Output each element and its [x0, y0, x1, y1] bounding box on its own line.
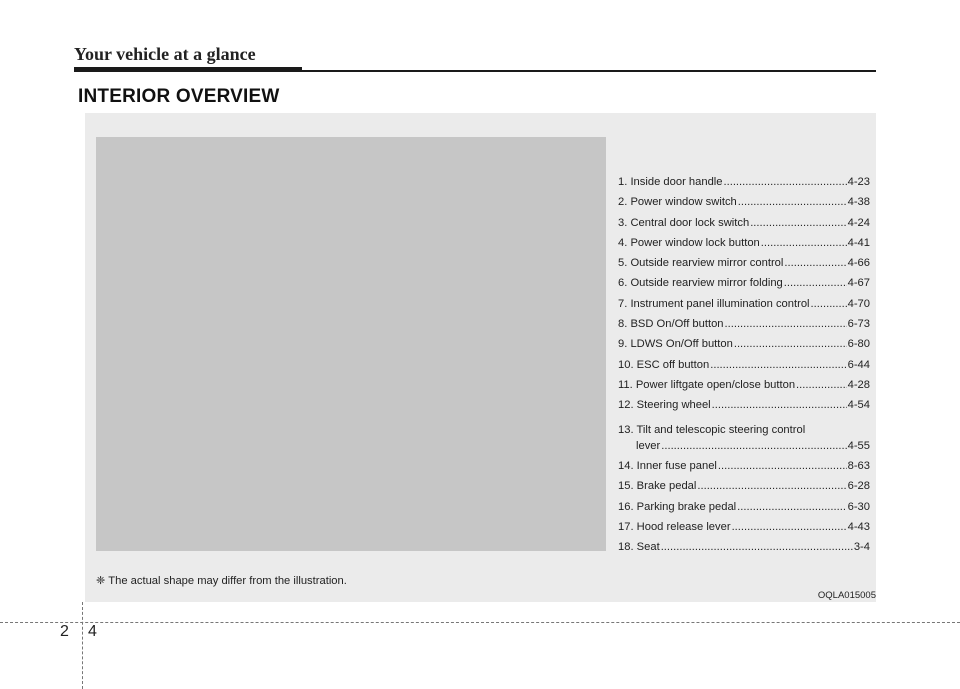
legend-label: 4. Power window lock button	[618, 236, 760, 249]
header-rule-thick	[74, 67, 302, 72]
legend-page-ref: 4-41	[847, 236, 870, 249]
legend-item	[618, 420, 870, 461]
legend-page-ref: 6-30	[847, 500, 870, 513]
leader-dots	[725, 318, 847, 330]
legend-page-ref: 3-4	[853, 541, 870, 554]
leader-dots	[718, 460, 847, 472]
legend-label: 16. Parking brake pedal	[618, 500, 737, 513]
legend-item	[618, 277, 870, 297]
legend-item	[618, 399, 870, 419]
page-chapter-number: 2	[60, 623, 69, 640]
page-number: 4	[88, 623, 97, 640]
leader-dots	[724, 176, 847, 188]
legend-page-ref: 4-23	[847, 176, 870, 188]
legend-label: 5. Outside rearview mirror control	[618, 257, 784, 270]
leader-dots	[712, 399, 847, 411]
legend-page-ref: 4-38	[847, 196, 870, 209]
legend-item	[618, 217, 870, 237]
legend-label: 7. Instrument panel illumination control	[618, 297, 810, 310]
legend-page-ref: 6-44	[847, 358, 870, 371]
legend-item	[618, 521, 870, 541]
legend-label: 15. Brake pedal	[618, 480, 697, 493]
interior-illustration	[96, 137, 606, 551]
leader-dots	[737, 501, 846, 513]
legend-page-ref: 4-66	[847, 257, 870, 270]
legend-label-continued: lever	[636, 439, 661, 452]
legend-label: 3. Central door lock switch	[618, 216, 750, 229]
legend-label: 2. Power window switch	[618, 196, 737, 209]
legend-page-ref: 4-70	[847, 297, 870, 310]
leader-dots	[796, 379, 847, 391]
legend-page-ref: 4-28	[847, 378, 870, 391]
legend-item	[618, 501, 870, 521]
leader-dots	[697, 480, 846, 492]
legend-label: 10. ESC off button	[618, 358, 710, 371]
legend-label-continued-row	[618, 440, 870, 460]
image-code: OQLA015005	[817, 590, 876, 601]
legend-label: 18. Seat	[618, 541, 660, 554]
legend-item	[618, 541, 870, 561]
legend-item	[618, 196, 870, 216]
header-title: Your vehicle at a glance	[74, 44, 256, 64]
illustration-footnote: ❈ The actual shape may differ from the illustration.	[96, 575, 347, 587]
legend-page-ref: 4-55	[847, 439, 870, 452]
legend-page-ref: 4-54	[847, 399, 870, 412]
leader-dots	[761, 237, 847, 249]
leader-dots	[750, 217, 846, 229]
leader-dots	[732, 521, 847, 533]
legend-label: 9. LDWS On/Off button	[618, 338, 733, 351]
legend-page-ref: 4-24	[847, 216, 870, 229]
component-legend	[618, 176, 870, 562]
legend-item	[618, 460, 870, 480]
legend-item	[618, 318, 870, 338]
leader-dots	[784, 277, 847, 289]
legend-item	[618, 359, 870, 379]
legend-item	[618, 257, 870, 277]
footer-dashed-rule	[0, 622, 960, 623]
leader-dots	[661, 440, 846, 452]
legend-item	[618, 379, 870, 399]
section-title: INTERIOR OVERVIEW	[78, 86, 280, 107]
legend-page-ref: 6-73	[847, 318, 870, 331]
legend-label: 14. Inner fuse panel	[618, 460, 717, 473]
legend-item	[618, 176, 870, 196]
leader-dots	[661, 541, 853, 553]
footer-vertical-rule	[82, 602, 83, 689]
legend-page-ref: 6-80	[847, 338, 870, 351]
legend-label: 13. Tilt and telescopic steering control	[618, 423, 806, 436]
legend-label: 1. Inside door handle	[618, 176, 723, 188]
legend-item	[618, 338, 870, 358]
legend-label: 12. Steering wheel	[618, 399, 711, 412]
legend-item	[618, 298, 870, 318]
legend-label: 11. Power liftgate open/close button	[618, 378, 796, 391]
legend-page-ref: 6-28	[847, 480, 870, 493]
legend-page-ref: 4-43	[847, 521, 870, 534]
leader-dots	[734, 338, 847, 350]
header-rule-thin	[302, 70, 876, 72]
legend-label: 8. BSD On/Off button	[618, 318, 724, 331]
legend-label: 17. Hood release lever	[618, 521, 731, 534]
legend-item	[618, 480, 870, 500]
legend-page-ref: 4-67	[847, 277, 870, 290]
legend-page-ref: 8-63	[847, 460, 870, 473]
leader-dots	[811, 298, 847, 310]
leader-dots	[738, 196, 847, 208]
legend-label: 6. Outside rearview mirror folding	[618, 277, 783, 290]
legend-item	[618, 237, 870, 257]
leader-dots	[784, 257, 846, 269]
leader-dots	[710, 359, 846, 371]
